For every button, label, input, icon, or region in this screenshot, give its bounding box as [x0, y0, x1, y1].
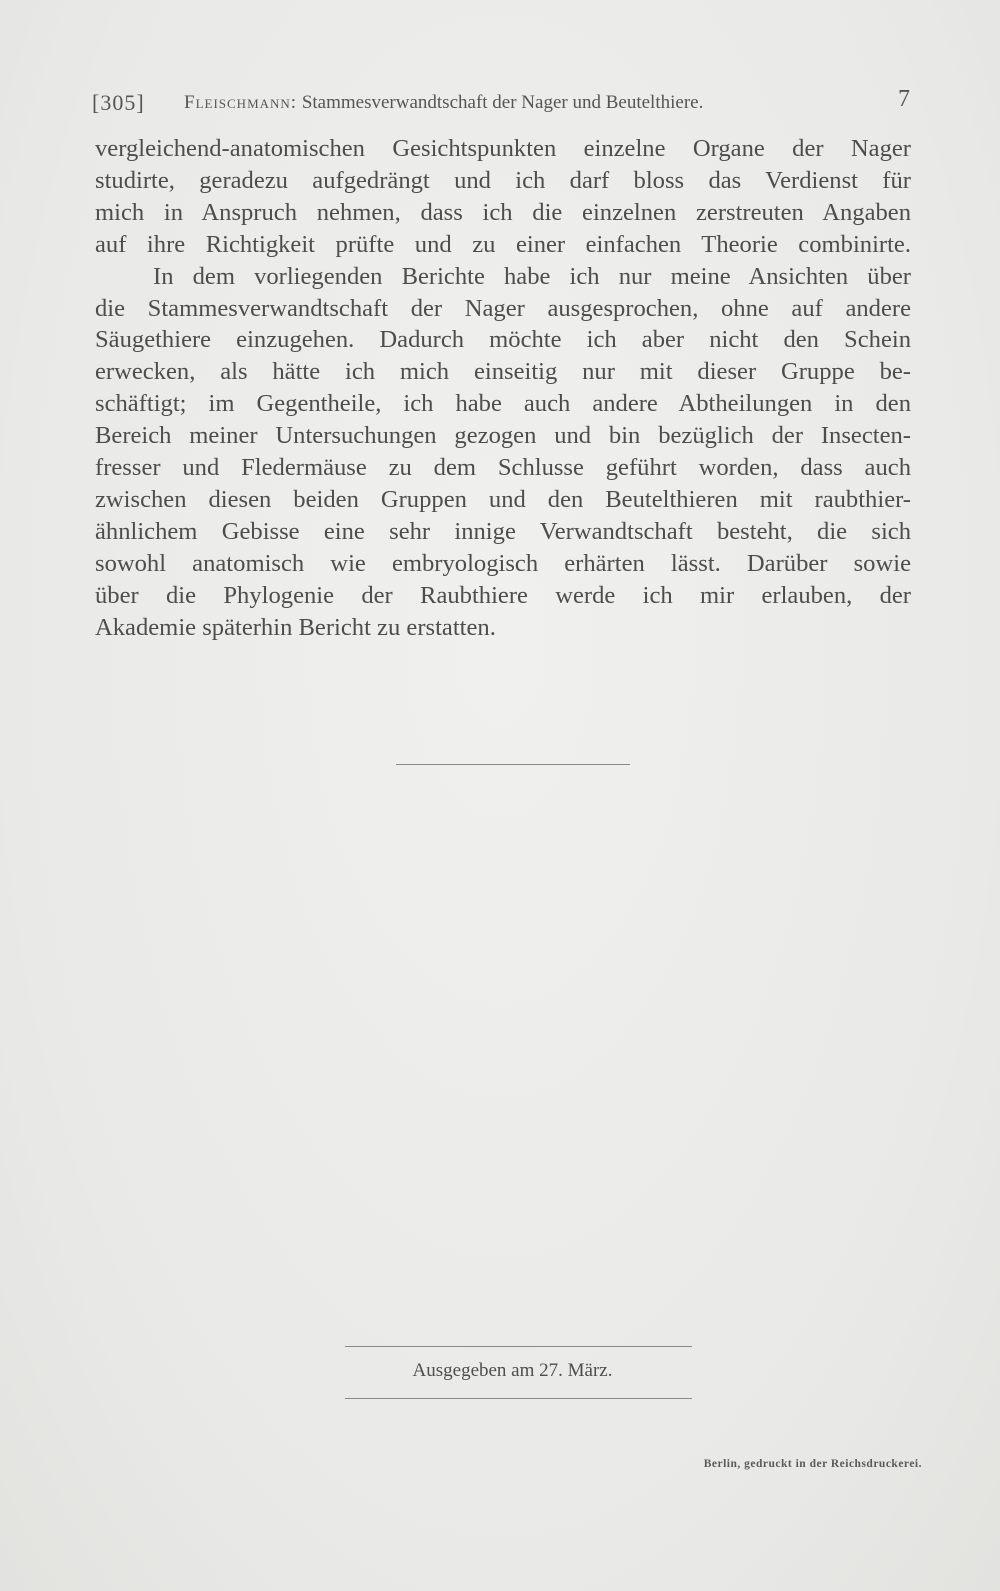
running-header [92, 86, 910, 116]
text-line: ähnlichem Gebisse eine sehr innige Verwandtschaft besteht, die sich [95, 517, 911, 545]
text-line: Säugethiere einzugehen. Dadurch möchte ich aber nicht den Schein [95, 326, 911, 354]
text-line: vergleichend-anatomischen Gesichtspunkten einzelne Organe der Nager [95, 135, 911, 162]
author-name: Fleischmann: [184, 92, 298, 113]
footer-rule-top [345, 1346, 692, 1347]
text-line: auf ihre Richtigkeit prüfte und zu einer einfachen Theorie combinirte. [95, 230, 911, 258]
text-line: studirte, geradezu aufgedrängt und ich darf bloss das Verdienst für [95, 166, 911, 194]
issued-date: Ausgegeben am 27. März. [412, 1360, 613, 1381]
text-line: über die Phylogenie der Raubthiere werde ich mir erlauben, der [95, 581, 911, 609]
page-number: 7 [898, 86, 910, 112]
text-line: mich in Anspruch nehmen, dass ich die einzelnen zerstreuten Angaben [95, 198, 911, 226]
paragraph-1 [95, 133, 911, 261]
text-line: sowohl anatomisch wie embryologisch erhärten lässt. Darüber sowie [95, 549, 911, 577]
printer-imprint: Berlin, gedruckt in der Reichsdruckerei. [703, 1458, 922, 1470]
text-line: die Stammesverwandtschaft der Nager ausgesprochen, ohne auf andere [95, 294, 911, 322]
body-text [95, 133, 911, 644]
text-line: fresser und Fledermäuse zu dem Schlusse geführt worden, dass auch [95, 454, 911, 482]
text-line: In dem vorliegenden Berichte habe ich nur meine Ansichten über [153, 262, 911, 290]
text-line: Bereich meiner Untersuchungen gezogen und bin bezüglich der Insecten- [95, 422, 911, 450]
text-line: Akademie späterhin Bericht zu erstatten. [95, 613, 496, 641]
page-reference: [305] [92, 90, 145, 115]
article-title: Stammesverwandtschaft der Nager und Beutelthiere. [301, 92, 704, 113]
running-title [184, 92, 703, 114]
text-line: zwischen diesen beiden Gruppen und den Beutelthieren mit raubthier- [95, 485, 911, 513]
paragraph-2 [95, 261, 911, 644]
end-rule [396, 764, 630, 765]
text-line: schäftigt; im Gegentheile, ich habe auch andere Abtheilungen in den [95, 390, 911, 418]
footer-rule-bottom [345, 1398, 692, 1399]
text-line: erwecken, als hätte ich mich einseitig nur mit dieser Gruppe be- [95, 358, 911, 386]
